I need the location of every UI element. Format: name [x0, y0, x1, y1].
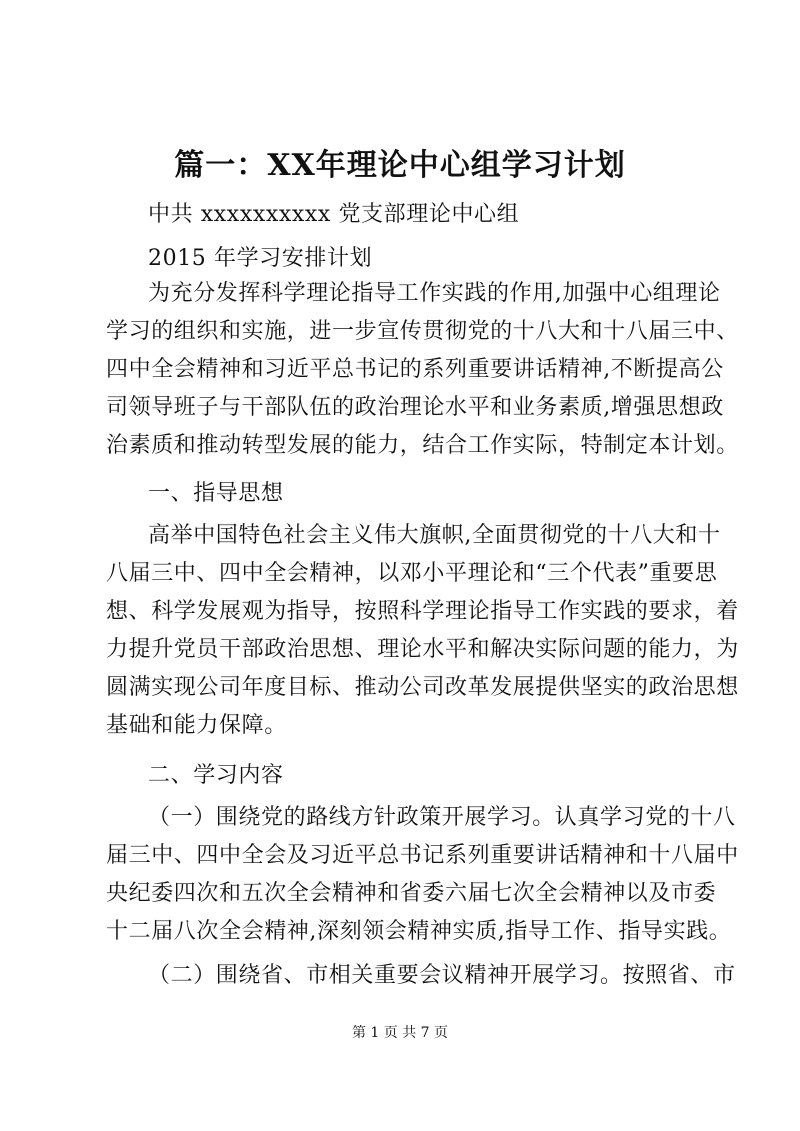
paragraph-line: 届三中、四中全会及习近平总书记系列重要讲话精神和十八届中 — [106, 843, 739, 868]
intro-line: 学习的组织和实施，进一步宣传贯彻党的十八大和十八届三中、 — [106, 319, 739, 344]
paragraph-line: 八届三中、四中全会精神，以邓小平理论和“三个代表”重要思 — [106, 561, 718, 586]
paragraph-line: 基础和能力保障。 — [106, 713, 287, 738]
org-name-line: 中共 xxxxxxxxxx 党支部理论中心组 — [148, 202, 520, 227]
paragraph-line: （一）围绕党的路线方针政策开展学习。认真学习党的十八 — [148, 805, 736, 830]
plan-subtitle-line: 2015 年学习安排计划 — [148, 246, 373, 271]
intro-line: 司领导班子与干部队伍的政治理论水平和业务素质,增强思想政 — [106, 395, 724, 420]
intro-line: 治素质和推动转型发展的能力，结合工作实际，特制定本计划。 — [106, 433, 739, 458]
paragraph-line: 想、科学发展观为指导，按照科学理论指导工作实践的要求，着 — [106, 599, 739, 624]
paragraph-line: 高举中国特色社会主义伟大旗帜,全面贯彻党的十八大和十 — [148, 523, 721, 548]
page-title: 篇一：XX年理论中心组学习计划 — [174, 148, 626, 183]
paragraph-line: （二）围绕省、市相关重要会议精神开展学习。按照省、市 — [148, 963, 736, 988]
paragraph-line: 央纪委四次和五次全会精神和省委六届七次全会精神以及市委 — [106, 881, 717, 906]
section-heading: 一、指导思想 — [148, 481, 284, 506]
section-heading: 二、学习内容 — [148, 763, 284, 788]
paragraph-line: 力提升党员干部政治思想、理论水平和解决实际问题的能力，为 — [106, 637, 739, 662]
paragraph-line: 十二届八次全会精神,深刻领会精神实质,指导工作、指导实践。 — [106, 919, 732, 944]
paragraph-line: 圆满实现公司年度目标、推动公司改革发展提供坚实的政治思想 — [106, 675, 739, 700]
intro-line: 四中全会精神和习近平总书记的系列重要讲话精神,不断提高公 — [106, 357, 724, 382]
intro-line: 为充分发挥科学理论指导工作实践的作用,加强中心组理论 — [148, 281, 721, 306]
page-number-footer: 第 1 页 共 7 页 — [351, 1025, 449, 1041]
